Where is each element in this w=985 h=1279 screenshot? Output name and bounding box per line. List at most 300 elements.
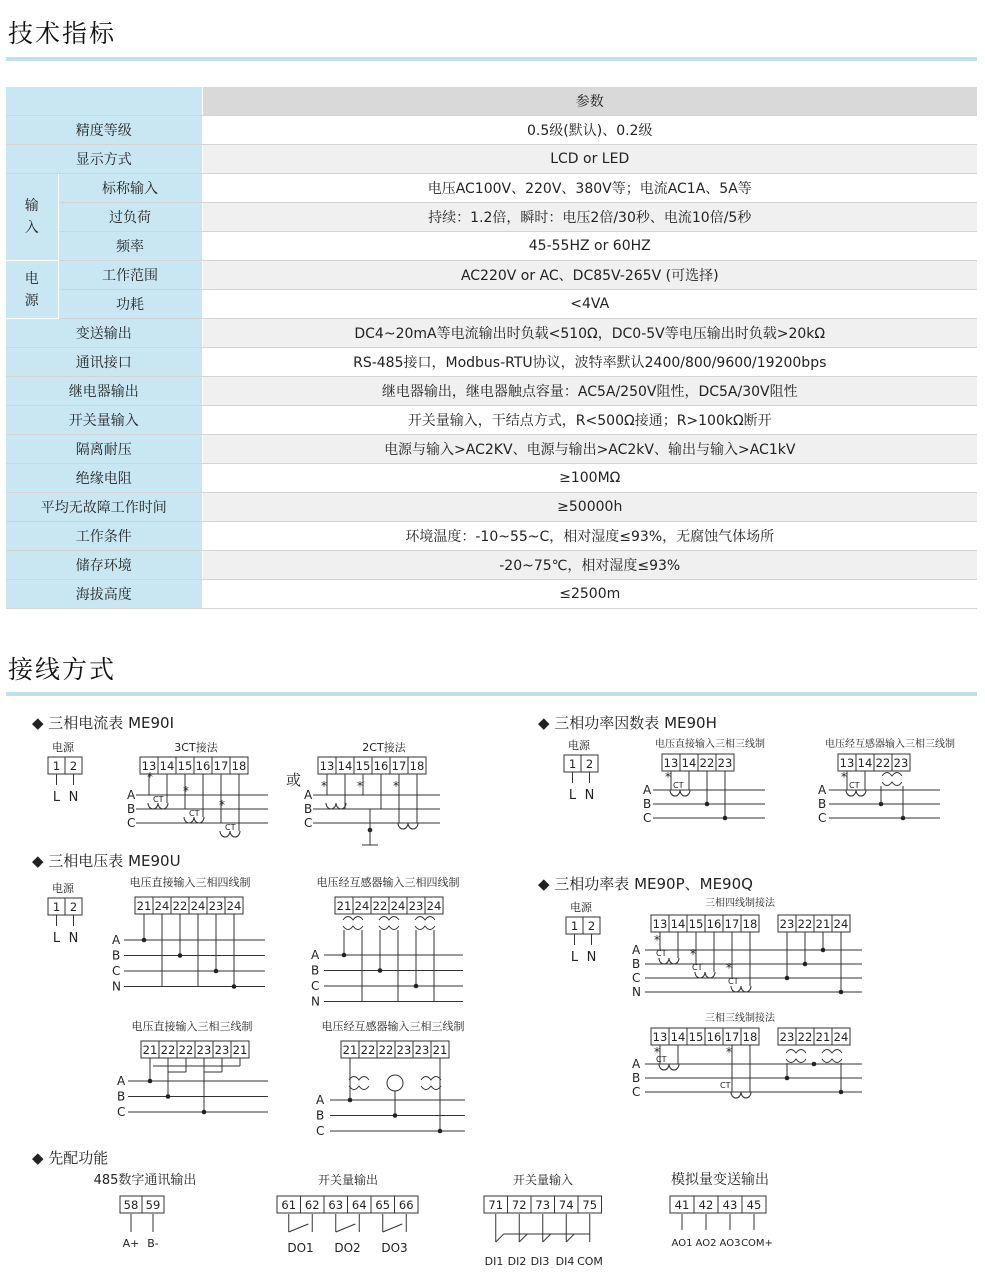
phase-label: N xyxy=(112,979,121,994)
terminal-pin-number: 71 xyxy=(488,1198,504,1212)
pt-coil-bottom xyxy=(379,926,399,930)
power-line-label: L xyxy=(52,790,61,805)
pt-coil-bottom xyxy=(349,1086,369,1090)
junction-dot xyxy=(232,984,237,989)
row-value: LCD or LED xyxy=(202,145,977,174)
terminal-pin-number: 65 xyxy=(375,1198,391,1212)
terminal-pin-number: 22 xyxy=(372,899,388,913)
row-value: ≥50000h xyxy=(202,493,977,522)
me90i-title: ◆ 三相电流表 ME90I xyxy=(32,714,175,732)
table-row xyxy=(6,232,977,261)
row-label: 绝缘电阻 xyxy=(6,464,202,493)
phase-label: N xyxy=(311,994,320,1009)
relay-contact xyxy=(336,1224,356,1232)
rs485-title: 485数字通讯输出 xyxy=(93,1173,197,1188)
pt-coil-bottom xyxy=(786,1059,806,1063)
junction-dot xyxy=(812,1062,817,1067)
terminal-pin-number: 1 xyxy=(568,757,577,771)
junction-dot xyxy=(785,976,790,981)
terminal-pin-number: 24 xyxy=(190,899,206,913)
ao-title: 模拟量变送输出 xyxy=(671,1172,769,1188)
junction-dot xyxy=(148,1079,153,1084)
pt-coil-bottom xyxy=(882,782,902,786)
ao-label: AO2 xyxy=(695,1238,717,1249)
row-label: 过负荷 xyxy=(58,203,202,232)
phase-label: A xyxy=(632,1057,641,1071)
junction-dot xyxy=(839,1090,844,1095)
polarity-star: * xyxy=(321,779,327,793)
terminal-pin-number: 23 xyxy=(893,756,909,770)
table-row xyxy=(6,174,977,203)
do-label: DO3 xyxy=(381,1241,408,1255)
junction-dot xyxy=(202,1110,207,1115)
terminal-pin-number: 22 xyxy=(160,1043,176,1057)
power-line-label: N xyxy=(68,790,79,805)
ct-label: CT xyxy=(656,1055,667,1064)
row-value: 开关量输入，干结点方式，R<500Ω接通；R>100kΩ断开 xyxy=(202,406,977,435)
terminal-pin-number: 13 xyxy=(663,756,679,770)
row-value: 电源与输入>AC2KV、电源与输出>AC2kV、输出与输入>AC1kV xyxy=(202,435,977,464)
ct-coil xyxy=(695,972,715,978)
table-row xyxy=(6,551,977,580)
row-value: DC4~20mA等电流输出时负载<510Ω，DC0-5V等电压输出时负载>20kΩ xyxy=(202,319,977,348)
terminal-pin-number: 62 xyxy=(304,1198,320,1212)
table-row xyxy=(6,145,977,174)
pt-coil-top xyxy=(882,773,902,777)
terminal-pin-number: 1 xyxy=(570,919,579,933)
di-label: DI1 xyxy=(484,1255,504,1268)
terminal-pin-number: 18 xyxy=(742,1030,758,1044)
row-value: <4VA xyxy=(202,290,977,319)
do-title: 开关量输出 xyxy=(317,1173,379,1187)
terminal-pin-number: 17 xyxy=(724,917,740,931)
polarity-star: * xyxy=(147,770,153,784)
terminal-pin-number: 24 xyxy=(833,1030,849,1044)
terminal-pin-number: 21 xyxy=(432,1043,448,1057)
terminal-pin-number: 22 xyxy=(699,756,715,770)
phase-label: A xyxy=(632,943,641,957)
pt-coil-top xyxy=(415,917,435,921)
row-value: 继电器输出，继电器触点容量：AC5A/250V阻性，DC5A/30V阻性 xyxy=(202,377,977,406)
wiring-section-divider xyxy=(6,692,977,696)
pt-coil-top xyxy=(822,1050,842,1054)
rs485-label: B- xyxy=(147,1237,159,1250)
ct-label: CT xyxy=(673,781,684,790)
terminal-pin-number: 21 xyxy=(336,899,352,913)
row-value: 45-55HZ or 60HZ xyxy=(202,232,977,261)
terminal-pin-number: 22 xyxy=(172,899,188,913)
row-value: 电压AC100V、220V、380V等；电流AC1A、5A等 xyxy=(202,174,977,203)
terminal-pin-number: 18 xyxy=(742,917,758,931)
row-label: 精度等级 xyxy=(6,116,202,145)
pt-coil-top xyxy=(786,1050,806,1054)
terminal-pin-number: 1 xyxy=(52,900,61,914)
terminal-pin-number: 13 xyxy=(652,1030,668,1044)
terminal-pin-number: 21 xyxy=(142,1043,158,1057)
polarity-star: * xyxy=(219,798,225,812)
row-value: ≤2500m xyxy=(202,580,977,609)
ct-coil xyxy=(326,803,346,809)
terminal-pin-number: 63 xyxy=(328,1198,344,1212)
w4-title: 三相四线制接法 xyxy=(705,898,775,909)
terminal-pin-number: 15 xyxy=(355,759,371,773)
terminal-pin-number: 24 xyxy=(390,899,406,913)
header-cell: 参数 xyxy=(202,87,977,116)
row-value: ≥100MΩ xyxy=(202,464,977,493)
do-label: DO2 xyxy=(334,1241,361,1255)
table-row xyxy=(6,580,977,609)
terminal-pin-number: 42 xyxy=(698,1198,714,1212)
terminal-pin-number: 23 xyxy=(717,756,733,770)
terminal-pin-number: 15 xyxy=(688,917,704,931)
phase-label: C xyxy=(304,816,313,830)
row-value: 环境温度：-10~55~C，相对湿度≤93%，无腐蚀气体场所 xyxy=(202,522,977,551)
ao-label: AO1 xyxy=(671,1238,693,1249)
row-label: 储存环境 xyxy=(6,551,202,580)
phase-label: A xyxy=(311,948,320,962)
terminal-pin-number: 17 xyxy=(391,759,407,773)
polarity-star: * xyxy=(665,770,671,784)
pt-coil-bottom xyxy=(343,926,363,930)
terminal-pin-number: 23 xyxy=(396,1043,412,1057)
di-contact xyxy=(519,1234,527,1242)
terminal-pin-number: 22 xyxy=(178,1043,194,1057)
p4-title: 电压经互感器输入三相四线制 xyxy=(316,876,460,889)
di-label: DI2 xyxy=(507,1255,527,1268)
terminal-pin-number: 43 xyxy=(722,1198,738,1212)
terminal-pin-number: 13 xyxy=(652,917,668,931)
terminal-pin-number: 22 xyxy=(360,1043,376,1057)
ct3-title: 3CT接法 xyxy=(174,741,218,754)
terminal-pin-number: 66 xyxy=(398,1198,414,1212)
terminal-pin-number: 14 xyxy=(159,759,175,773)
phase-label: C xyxy=(117,1105,126,1119)
terminal-pin-number: 13 xyxy=(141,759,157,773)
terminal-pin-number: 16 xyxy=(195,759,211,773)
terminal-pin-number: 2 xyxy=(69,759,78,773)
terminal-pin-number: 15 xyxy=(688,1030,704,1044)
terminal-pin-number: 2 xyxy=(585,757,594,771)
terminal-pin-number: 21 xyxy=(815,917,831,931)
polarity-star: * xyxy=(654,933,660,947)
ct-label: CT xyxy=(720,1081,731,1090)
w3-title: 三相三线制接法 xyxy=(705,1013,775,1024)
terminal-pin-number: 14 xyxy=(337,759,353,773)
junction-dot xyxy=(214,969,219,974)
di-contact xyxy=(496,1234,504,1242)
phase-label: B xyxy=(117,1089,126,1104)
terminal-pin-number: 16 xyxy=(706,917,722,931)
phase-label: C xyxy=(316,1124,325,1138)
phase-label: B xyxy=(316,1108,325,1123)
polarity-star: * xyxy=(654,1045,660,1059)
terminal-pin-number: 59 xyxy=(145,1198,161,1212)
terminal-pin-number: 23 xyxy=(779,1030,795,1044)
ct-label: CT xyxy=(692,963,703,972)
terminal-pin-number: 15 xyxy=(177,759,193,773)
table-row xyxy=(6,377,977,406)
spec-section-title: 技术指标 xyxy=(8,19,117,48)
terminal-pin-number: 64 xyxy=(351,1198,367,1212)
terminal-pin-number: 1 xyxy=(52,759,61,773)
terminal-pin-number: 17 xyxy=(724,1030,740,1044)
row-label: 通讯接口 xyxy=(6,348,202,377)
table-row xyxy=(6,406,977,435)
row-value: 持续：1.2倍，瞬时：电压2倍/30秒、电流10倍/5秒 xyxy=(202,203,977,232)
terminal-pin-number: 14 xyxy=(681,756,697,770)
pt-coil-top xyxy=(349,1077,369,1081)
power-line-label: L xyxy=(52,931,61,946)
phase-label: A xyxy=(818,783,827,797)
terminal-pin-number: 18 xyxy=(231,759,247,773)
phase-label: A xyxy=(112,933,121,947)
junction-dot xyxy=(142,938,147,943)
terminal-pin-number: 73 xyxy=(535,1198,551,1212)
ct-coil xyxy=(846,790,866,796)
phase-label: B xyxy=(632,1071,641,1085)
row-label: 继电器输出 xyxy=(6,377,202,406)
pt-coil-top xyxy=(421,1077,441,1081)
terminal-pin-number: 2 xyxy=(587,919,596,933)
group-label-input xyxy=(6,174,58,261)
table-row xyxy=(6,261,977,290)
table-row xyxy=(6,493,977,522)
terminal-pin-number: 74 xyxy=(558,1198,574,1212)
power-line-label: N xyxy=(68,931,79,946)
table-row xyxy=(6,435,977,464)
terminal-pin-number: 23 xyxy=(196,1043,212,1057)
terminal-pin-number: 21 xyxy=(232,1043,248,1057)
ct-coil xyxy=(731,1092,751,1098)
junction-dot xyxy=(393,1113,398,1118)
polarity-star: * xyxy=(393,779,399,793)
phase-label: C xyxy=(632,971,641,985)
polarity-star: * xyxy=(690,947,696,961)
table-row xyxy=(6,522,977,551)
polarity-star: * xyxy=(357,779,363,793)
terminal-pin-number: 17 xyxy=(213,759,229,773)
table-row xyxy=(6,464,977,493)
ct-label: CT xyxy=(153,795,164,804)
di-label: DI3 xyxy=(530,1255,550,1268)
row-label: 变送输出 xyxy=(6,319,202,348)
power-line-label: N xyxy=(586,950,597,965)
d3-title: 电压直接输入三相三线制 xyxy=(131,1020,253,1033)
junction-dot xyxy=(821,948,826,953)
phase-label: C xyxy=(818,811,827,825)
terminal-pin-number: 16 xyxy=(373,759,389,773)
power-line-label: L xyxy=(570,950,579,965)
junction-dot xyxy=(166,1094,171,1099)
table-row xyxy=(6,290,977,319)
terminal-pin-number: 14 xyxy=(670,1030,686,1044)
di-contact xyxy=(566,1234,574,1242)
phase-label: B xyxy=(632,957,641,971)
terminal-pin-number: 24 xyxy=(354,899,370,913)
ct-label: CT xyxy=(189,809,200,818)
ct-coil xyxy=(659,1064,679,1070)
terminal-pin-number: 2 xyxy=(69,900,78,914)
table-row xyxy=(6,87,977,116)
row-label: 平均无故障工作时间 xyxy=(6,493,202,522)
me90p-title: ◆ 三相功率表 ME90P、ME90Q xyxy=(538,875,753,893)
header-blank xyxy=(6,87,202,116)
junction-dot xyxy=(839,990,844,995)
junction-dot xyxy=(178,953,183,958)
junction-dot xyxy=(438,1129,443,1134)
ct2-title: 2CT接法 xyxy=(362,741,406,754)
phase-label: A xyxy=(316,1093,325,1107)
table-row xyxy=(6,319,977,348)
terminal-pin-number: 13 xyxy=(319,759,335,773)
terminal-pin-number: 75 xyxy=(582,1198,598,1212)
rs485-label: A+ xyxy=(122,1237,140,1250)
phase-label: B xyxy=(311,963,320,978)
ct-label: CT xyxy=(225,823,236,832)
junction-dot xyxy=(378,968,383,973)
options-title: ◆ 先配功能 xyxy=(32,1149,109,1167)
terminal-pin-number: 23 xyxy=(208,899,224,913)
di-title: 开关量输入 xyxy=(512,1173,574,1187)
d4-title: 电压直接输入三相四线制 xyxy=(129,876,251,889)
phase-label: C xyxy=(632,1085,641,1099)
polarity-star: * xyxy=(183,784,189,798)
row-value: AC220V or AC、DC85V-265V (可选择) xyxy=(202,261,977,290)
me90h-title: ◆ 三相功率因数表 ME90H xyxy=(538,714,717,732)
terminal-pin-number: 23 xyxy=(414,1043,430,1057)
phase-label: B xyxy=(818,797,827,811)
phase-label: C xyxy=(643,811,652,825)
row-label: 频率 xyxy=(58,232,202,261)
power-label: 电源 xyxy=(52,741,74,754)
spec-table xyxy=(6,87,977,609)
terminal-pin-number: 45 xyxy=(746,1198,762,1212)
terminal-pin-number: 21 xyxy=(136,899,152,913)
ct-label: CT xyxy=(656,949,667,958)
terminal-pin-number: 24 xyxy=(226,899,242,913)
ct-coil xyxy=(670,790,690,796)
do-label: DO1 xyxy=(287,1241,314,1255)
polarity-star: * xyxy=(726,961,732,975)
row-label: 功耗 xyxy=(58,290,202,319)
p3-title: 电压经互感器输入三相三线制 xyxy=(321,1020,465,1033)
ct-coil xyxy=(398,823,418,829)
di-label: DI4 xyxy=(555,1255,575,1268)
phase-label: N xyxy=(632,985,641,999)
pt-coil-top xyxy=(379,917,399,921)
terminal-pin-number: 14 xyxy=(670,917,686,931)
terminal-pin-number: 24 xyxy=(426,899,442,913)
phase-label: B xyxy=(127,802,136,816)
row-label: 标称输入 xyxy=(58,174,202,203)
power-line-label: N xyxy=(584,788,595,803)
terminal-pin-number: 21 xyxy=(342,1043,358,1057)
terminal-pin-number: 18 xyxy=(409,759,425,773)
terminal-pin-number: 61 xyxy=(281,1198,297,1212)
phase-label: A xyxy=(127,788,136,802)
terminal-pin-number: 72 xyxy=(511,1198,527,1212)
or-label: 或 xyxy=(286,771,302,789)
table-row xyxy=(6,348,977,377)
terminal-pin-number: 16 xyxy=(706,1030,722,1044)
ao-label: AO3 xyxy=(719,1238,741,1249)
terminal-pin-number: 22 xyxy=(797,1030,813,1044)
me90u-title: ◆ 三相电压表 ME90U xyxy=(32,852,181,870)
row-label: 开关量输入 xyxy=(6,406,202,435)
row-label: 隔离耐压 xyxy=(6,435,202,464)
terminal-pin-number: 24 xyxy=(833,917,849,931)
terminal-pin-number: 13 xyxy=(839,756,855,770)
phase-label: C xyxy=(112,964,121,978)
group-text: 电源 xyxy=(24,270,39,309)
phase-label: A xyxy=(643,783,652,797)
phase-label: B xyxy=(304,802,313,816)
terminal-pin-number: 22 xyxy=(875,756,891,770)
wiring-diagrams xyxy=(0,700,985,1279)
junction-dot xyxy=(723,816,728,821)
row-label: 海拔高度 xyxy=(6,580,202,609)
polarity-star: * xyxy=(726,1045,732,1059)
ao-label: COM+ xyxy=(741,1238,773,1249)
row-label: 工作范围 xyxy=(58,261,202,290)
row-label: 显示方式 xyxy=(6,145,202,174)
power-line-label: L xyxy=(568,788,577,803)
terminal-pin-number: 22 xyxy=(378,1043,394,1057)
ct-coil xyxy=(731,986,751,992)
direct-title: 电压直接输入三相三线制 xyxy=(655,739,765,750)
phase-label: A xyxy=(117,1074,126,1088)
phase-label: B xyxy=(643,797,652,811)
pt-coil-bottom xyxy=(415,926,435,930)
polarity-star: * xyxy=(841,770,847,784)
terminal-pin-number: 23 xyxy=(214,1043,230,1057)
junction-dot xyxy=(705,802,710,807)
power-label: 电源 xyxy=(52,882,74,895)
junction-dot xyxy=(785,1076,790,1081)
group-text: 输入 xyxy=(24,198,39,236)
power-label: 电源 xyxy=(570,901,592,914)
ct-label: CT xyxy=(849,781,860,790)
terminal-pin-number: 14 xyxy=(857,756,873,770)
di-contact xyxy=(543,1234,551,1242)
row-value: 0.5级(默认)、0.2级 xyxy=(202,116,977,145)
row-label: 工作条件 xyxy=(6,522,202,551)
junction-dot xyxy=(803,962,808,967)
pt-title: 电压经互感器输入三相三线制 xyxy=(825,739,955,750)
ct-label: CT xyxy=(728,977,739,986)
row-value: RS-485接口，Modbus-RTU协议，波特率默认2400/800/9600/19200bps xyxy=(202,348,977,377)
pt-coil-top xyxy=(343,917,363,921)
terminal-pin-number: 41 xyxy=(674,1198,690,1212)
phase-label: C xyxy=(127,816,136,830)
junction-dot xyxy=(342,953,347,958)
terminal-pin-number: 21 xyxy=(815,1030,831,1044)
relay-contact xyxy=(289,1224,309,1232)
junction-dot xyxy=(348,1098,353,1103)
relay-contact xyxy=(383,1224,403,1232)
pt-coil-bottom xyxy=(421,1086,441,1090)
power-label: 电源 xyxy=(568,739,590,752)
junction-dot xyxy=(414,984,419,989)
terminal-pin-number: 22 xyxy=(797,917,813,931)
table-row xyxy=(6,116,977,145)
table-row xyxy=(6,203,977,232)
pt-ring xyxy=(387,1075,403,1091)
row-value: -20~75℃，相对湿度≤93% xyxy=(202,551,977,580)
phase-label: B xyxy=(112,948,121,963)
pt-coil-bottom xyxy=(822,1059,842,1063)
phase-label: A xyxy=(304,788,313,802)
